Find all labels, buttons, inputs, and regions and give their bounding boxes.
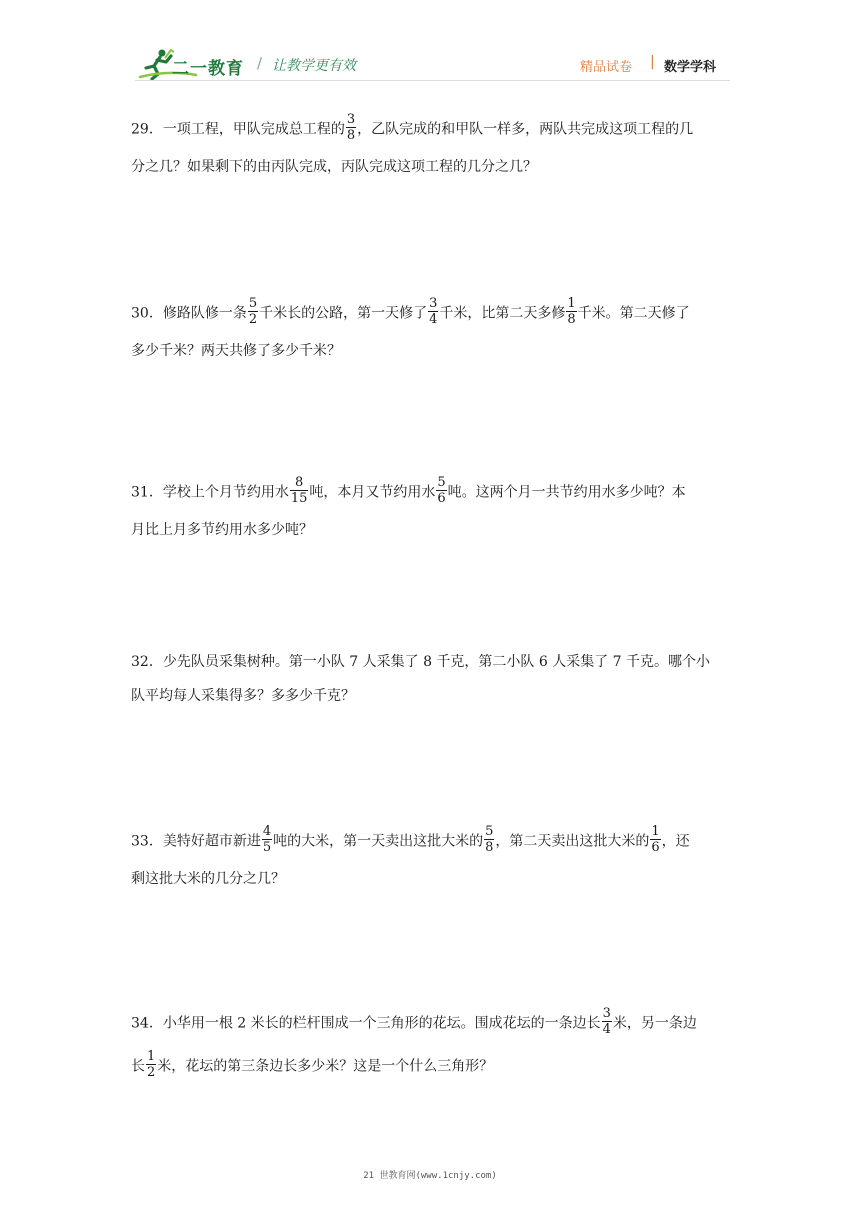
question-34 [131,1006,731,1080]
fraction-denominator: 2 [147,1065,156,1080]
question-line [131,1006,731,1037]
question-text: 剩这批大米的几分之几？ [131,871,285,887]
fraction-numerator: 5 [485,824,494,839]
fraction-denominator: 4 [429,312,438,327]
question-line [131,686,731,706]
fraction-numerator: 4 [262,824,272,839]
header-tag-premium: 精品试卷 [580,60,633,75]
question-29 [131,114,731,177]
header-tag-subject: 数学学科 [664,60,717,75]
fraction [262,824,272,855]
question-line [131,341,731,361]
question-text: 长 [131,1058,145,1075]
question-line [131,652,731,672]
header-tag-separator: | [650,54,655,70]
question-text: ，第二天卖出这批大米的 [495,833,650,850]
fraction-denominator: 6 [651,840,660,855]
question-text: 吨。这两个月一共节约用水多少吨？本 [447,484,686,501]
fraction-numerator: 1 [567,296,576,311]
fraction-denominator: 6 [437,491,446,506]
question-text: 千米。第二天修了 [577,305,690,322]
question-text: 月比上月多节约用水多少吨？ [131,522,313,538]
question-text: 多少千米？两天共修了多少千米？ [131,343,341,359]
fraction-numerator: 5 [248,296,258,311]
fraction [484,824,494,855]
fraction-numerator: 3 [602,1006,611,1021]
question-line [131,869,731,889]
question-text: 30．修路队修一条 [131,305,247,322]
question-text: 34．小华用一根 2 米长的栏杆围成一个三角形的花坛。围成花坛的一条边长 [131,1015,601,1032]
fraction-numerator: 5 [437,475,446,490]
question-line [131,1049,731,1080]
question-text: 队平均每人采集得多？多多少千克？ [131,688,355,704]
fraction-denominator: 5 [262,840,272,855]
question-line [131,112,731,143]
header-divider [135,80,730,81]
question-32 [131,652,731,706]
fraction [566,296,576,327]
fraction-denominator: 8 [485,840,494,855]
fraction [602,1006,612,1037]
fraction-numerator: 8 [290,475,309,491]
fraction-numerator: 3 [429,296,438,311]
fraction [428,296,438,327]
question-line [131,475,731,506]
question-text: 吨，本月又节约用水 [309,484,436,501]
fraction-denominator: 15 [290,491,308,506]
question-line [131,157,731,177]
question-text: 33．美特好超市新进 [131,833,261,850]
fraction [650,824,660,855]
fraction [290,475,309,506]
question-31 [131,477,731,540]
page-header [0,0,860,90]
question-text: 吨的大米，第一天卖出这批大米的 [273,833,484,850]
question-text: 分之几？如果剩下的由丙队完成，丙队完成这项工程的几分之几？ [131,159,537,175]
question-line [131,520,731,540]
fraction-denominator: 8 [346,128,356,143]
page-footer: 21 世教育网(www.1cnjy.com) [363,1171,497,1181]
fraction-denominator: 8 [567,312,576,327]
fraction [436,475,446,506]
question-33 [131,826,731,889]
slogan: 让教学更有效 [272,58,356,74]
fraction-numerator: 1 [147,1049,156,1064]
question-text: 31．学校上个月节约用水 [131,484,289,501]
question-text: 29．一项工程，甲队完成总工程的 [131,121,345,138]
fraction [346,112,356,143]
question-text: 32．少先队员采集树种。第一小队 7 人采集了 8 千克，第二小队 6 人采集了 7 千克。哪个小 [131,654,711,670]
fraction-denominator: 4 [602,1022,611,1037]
fraction [248,296,258,327]
fraction-numerator: 1 [651,824,660,839]
question-text: 米，另一条边 [612,1015,697,1032]
question-30 [131,298,731,361]
question-text: 米，花坛的第三条边长多少米？这是一个什么三角形？ [157,1058,494,1075]
question-text: ，还 [661,833,690,850]
question-line [131,296,731,327]
question-text: 千米，比第二天多修 [439,305,566,322]
question-text: 千米长的公路，第一天修了 [259,305,428,322]
slogan-separator: / [257,54,263,72]
fraction-numerator: 3 [346,112,356,127]
question-line [131,824,731,855]
question-text: ，乙队完成的和甲队一样多，两队共完成这项工程的几 [357,121,694,138]
fraction-denominator: 2 [248,312,258,327]
logo-text: 二一教育 [172,59,244,79]
fraction [146,1049,156,1080]
